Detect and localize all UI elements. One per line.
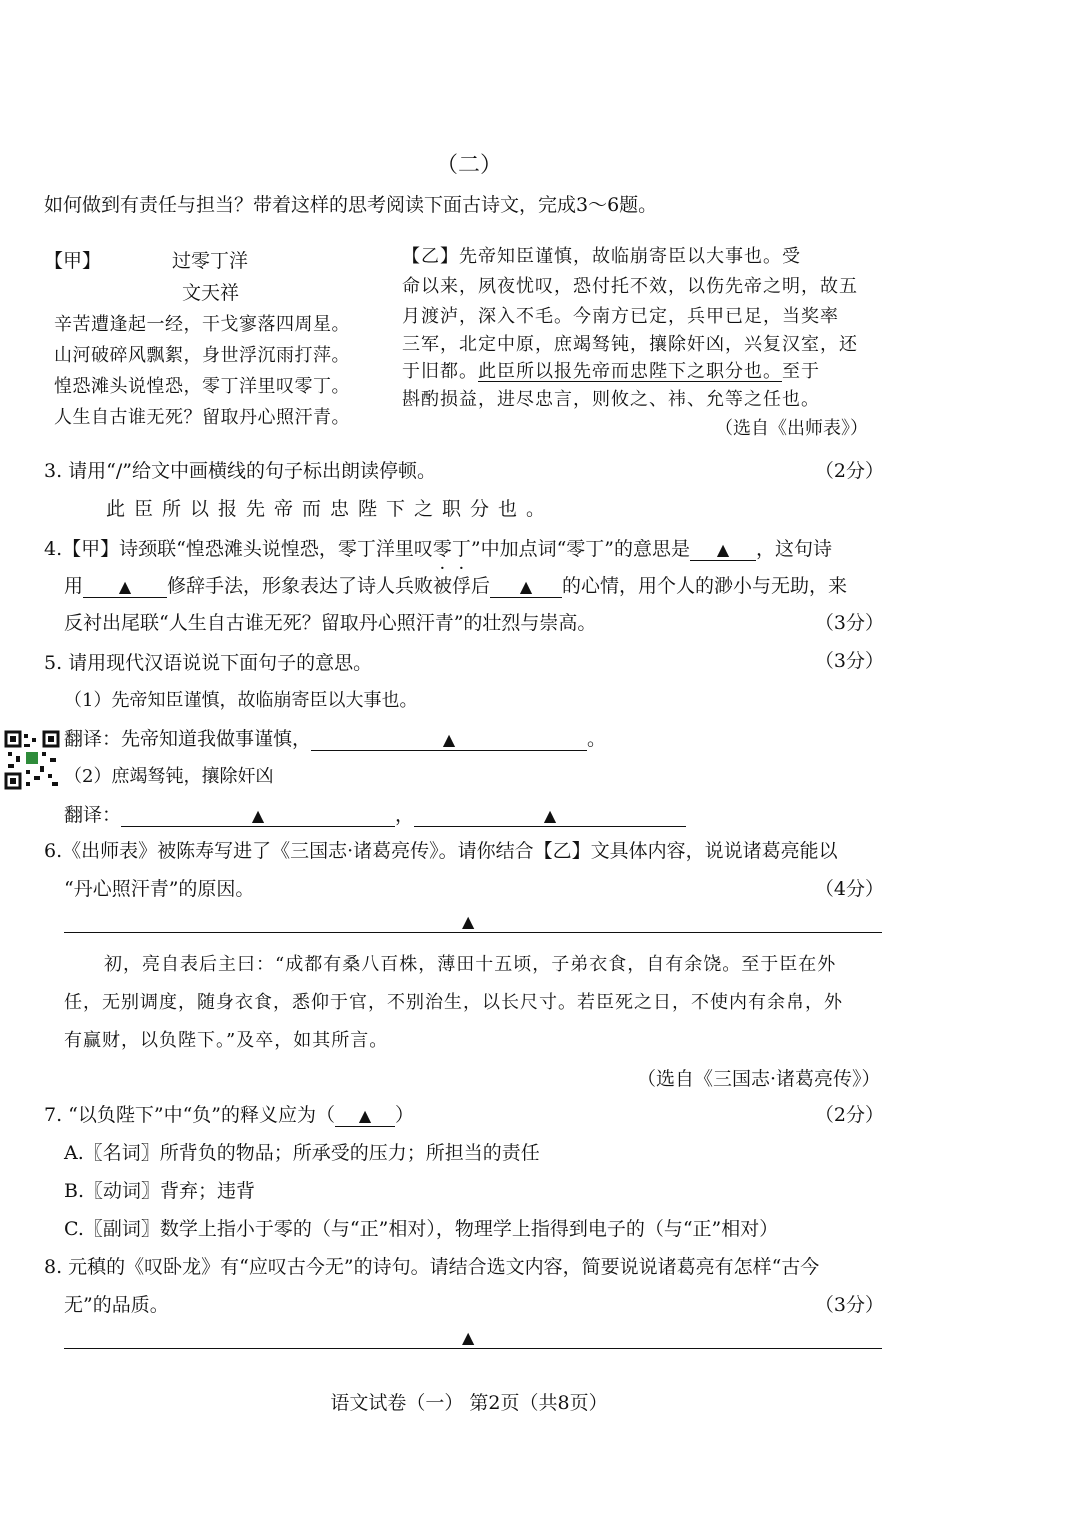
q4-text: 修辞手法，形象表达了诗人兵败被俘后	[167, 575, 491, 597]
underlined-sentence: 此臣所以报先帝而忠陛下之职分也。	[478, 361, 782, 382]
answer-mark: ▲	[118, 577, 132, 596]
answer-mark: ▲	[716, 540, 730, 559]
extra-source: （选自《三国志·诸葛亮传》）	[637, 1068, 881, 1090]
q8-answer-line[interactable]	[64, 1348, 882, 1349]
q5-trans2-prefix: 翻译：	[64, 804, 122, 826]
q4-line1	[44, 534, 832, 561]
q7-text-b: ）	[395, 1104, 415, 1126]
q7-option-b[interactable]: B.〖动词〗背弃；违背	[64, 1180, 256, 1202]
poem-author: 文天祥	[182, 282, 240, 304]
q5-text: 5. 请用现代汉语说说下面句子的意思。	[44, 652, 373, 674]
q4-text: ，这句诗	[756, 538, 833, 560]
q7-option-a[interactable]: A.〖名词〗所背负的物品；所承受的压力；所担当的责任	[64, 1142, 540, 1164]
answer-mark: ▲	[442, 730, 456, 749]
extra-line: 任，无别调度，随身衣食，悉仰于官，不别治生，以长尺寸。若臣死之日，不使内有余帛，外	[64, 992, 843, 1013]
prose-line: 月渡泸，深入不毛。今南方已定，兵甲已足，当奖率	[402, 306, 839, 327]
answer-mark: ▲	[358, 1106, 372, 1125]
poem-line: 人生自古谁无死？留取丹心照汗青。	[54, 407, 350, 428]
poem-line: 山河破碎风飘絮，身世浮沉雨打萍。	[54, 345, 350, 366]
q5-trans2	[64, 800, 686, 827]
answer-mark: ▲	[251, 806, 265, 825]
q8-line1: 8. 元稹的《叹卧龙》有“应叹古今无”的诗句。请结合选文内容，简要说说诸葛亮有怎样“古今	[44, 1256, 820, 1278]
poem-title: 过零丁洋	[172, 250, 249, 272]
q5-item2: （2）庶竭驽钝，攘除奸凶	[64, 766, 274, 787]
prose-line-5	[402, 357, 820, 383]
prose-line: 命以来，夙夜忧叹，恐付托不效，以伤先帝之明，故五	[402, 276, 858, 297]
q5-trans1	[64, 724, 606, 751]
answer-mark: ▲	[462, 912, 475, 931]
q5-blank-1[interactable]	[311, 729, 587, 751]
dotted-char: 丁	[451, 538, 471, 560]
q4-line3: 反衬出尾联“人生自古谁无死？留取丹心照汗青”的壮烈与崇高。	[64, 612, 597, 634]
poem-line: 辛苦遭逢起一经，干戈寥落四周星。	[54, 314, 350, 335]
q5-score: （3分）	[814, 650, 884, 672]
q5-trans2-comma: ，	[395, 804, 415, 826]
q5-item1: （1）先帝知臣谨慎，故临崩寄臣以大事也。	[64, 690, 418, 711]
q6-line2: “丹心照汗青”的原因。	[64, 878, 255, 900]
page-footer: 语文试卷（一） 第2页（共8页）	[330, 1392, 608, 1414]
answer-mark: ▲	[519, 577, 533, 596]
q5-blank-3[interactable]	[414, 805, 686, 827]
poem-line: 惶恐滩头说惶恐，零丁洋里叹零丁。	[54, 376, 350, 397]
poem-tag: 【甲】	[44, 250, 102, 272]
extra-line: 有赢财，以负陛下。”及卒，如其所言。	[64, 1030, 389, 1051]
q4-line2	[64, 571, 847, 598]
intro-text: 如何做到有责任与担当？带着这样的思考阅读下面古诗文，完成3～6题。	[44, 194, 658, 216]
section-title: （二）	[435, 153, 502, 178]
q3-text: 3. 请用“/”给文中画横线的句子标出朗读停顿。	[44, 460, 436, 482]
qr-code-icon	[4, 730, 60, 790]
q4-blank-2[interactable]	[83, 576, 167, 598]
q4-text: 用	[64, 575, 84, 597]
q4-blank-3[interactable]	[490, 576, 562, 598]
q8-line2: 无”的品质。	[64, 1294, 169, 1316]
q5-blank-2[interactable]	[121, 805, 395, 827]
q4-text: 的心情，用个人的渺小与无助，来	[562, 575, 848, 597]
q5-trans1-prefix: 翻译：先帝知道我做事谨慎，	[64, 728, 312, 750]
q4-score: （3分）	[814, 612, 884, 634]
q6-line1: 6.《出师表》被陈寿写进了《三国志·诸葛亮传》。请你结合【乙】文具体内容，说说诸葛亮能以	[44, 840, 838, 862]
q3-score: （2分）	[814, 460, 884, 482]
q5-trans1-suffix: 。	[587, 728, 607, 750]
q6-score: （4分）	[814, 878, 884, 900]
q7-text-a: 7. “以负陛下”中“负”的释义应为（	[44, 1104, 336, 1126]
prose-line-text: 至于	[782, 361, 820, 382]
prose-line-text: 于旧都。	[402, 361, 478, 382]
q8-score: （3分）	[814, 1294, 884, 1316]
q4-text: 4.【甲】诗颈联“惶恐滩头说惶恐，零丁洋里叹	[44, 538, 433, 560]
prose-line: 斟酌损益，进尽忠言，则攸之、祎、允等之任也。	[402, 389, 820, 410]
answer-mark: ▲	[543, 806, 557, 825]
prose-line: 【乙】先帝知臣谨慎，故临崩寄臣以大事也。受	[402, 246, 801, 267]
q7-text	[44, 1100, 414, 1127]
prose-source: （选自《出师表》）	[715, 418, 868, 439]
q6-answer-line[interactable]	[64, 932, 882, 933]
extra-line: 初，亮自表后主曰：“成都有桑八百株，薄田十五顷，子弟衣食，自有余饶。至于臣在外	[104, 954, 837, 975]
q7-option-c[interactable]: C.〖副词〗数学上指小于零的（与“正”相对），物理学上指得到电子的（与“正”相对）	[64, 1218, 779, 1240]
q4-text: ”中加点词“零丁”的意思是	[470, 538, 691, 560]
q4-blank-1[interactable]	[690, 539, 756, 561]
answer-mark: ▲	[462, 1328, 475, 1347]
q7-blank[interactable]	[335, 1105, 395, 1127]
q7-score: （2分）	[814, 1104, 884, 1126]
prose-line: 三军，北定中原，庶竭驽钝，攘除奸凶，兴复汉室，还	[402, 334, 858, 355]
q3-sentence: 此臣所以报先帝而忠陛下之职分也。	[106, 498, 555, 520]
dotted-char: 零	[432, 538, 452, 560]
